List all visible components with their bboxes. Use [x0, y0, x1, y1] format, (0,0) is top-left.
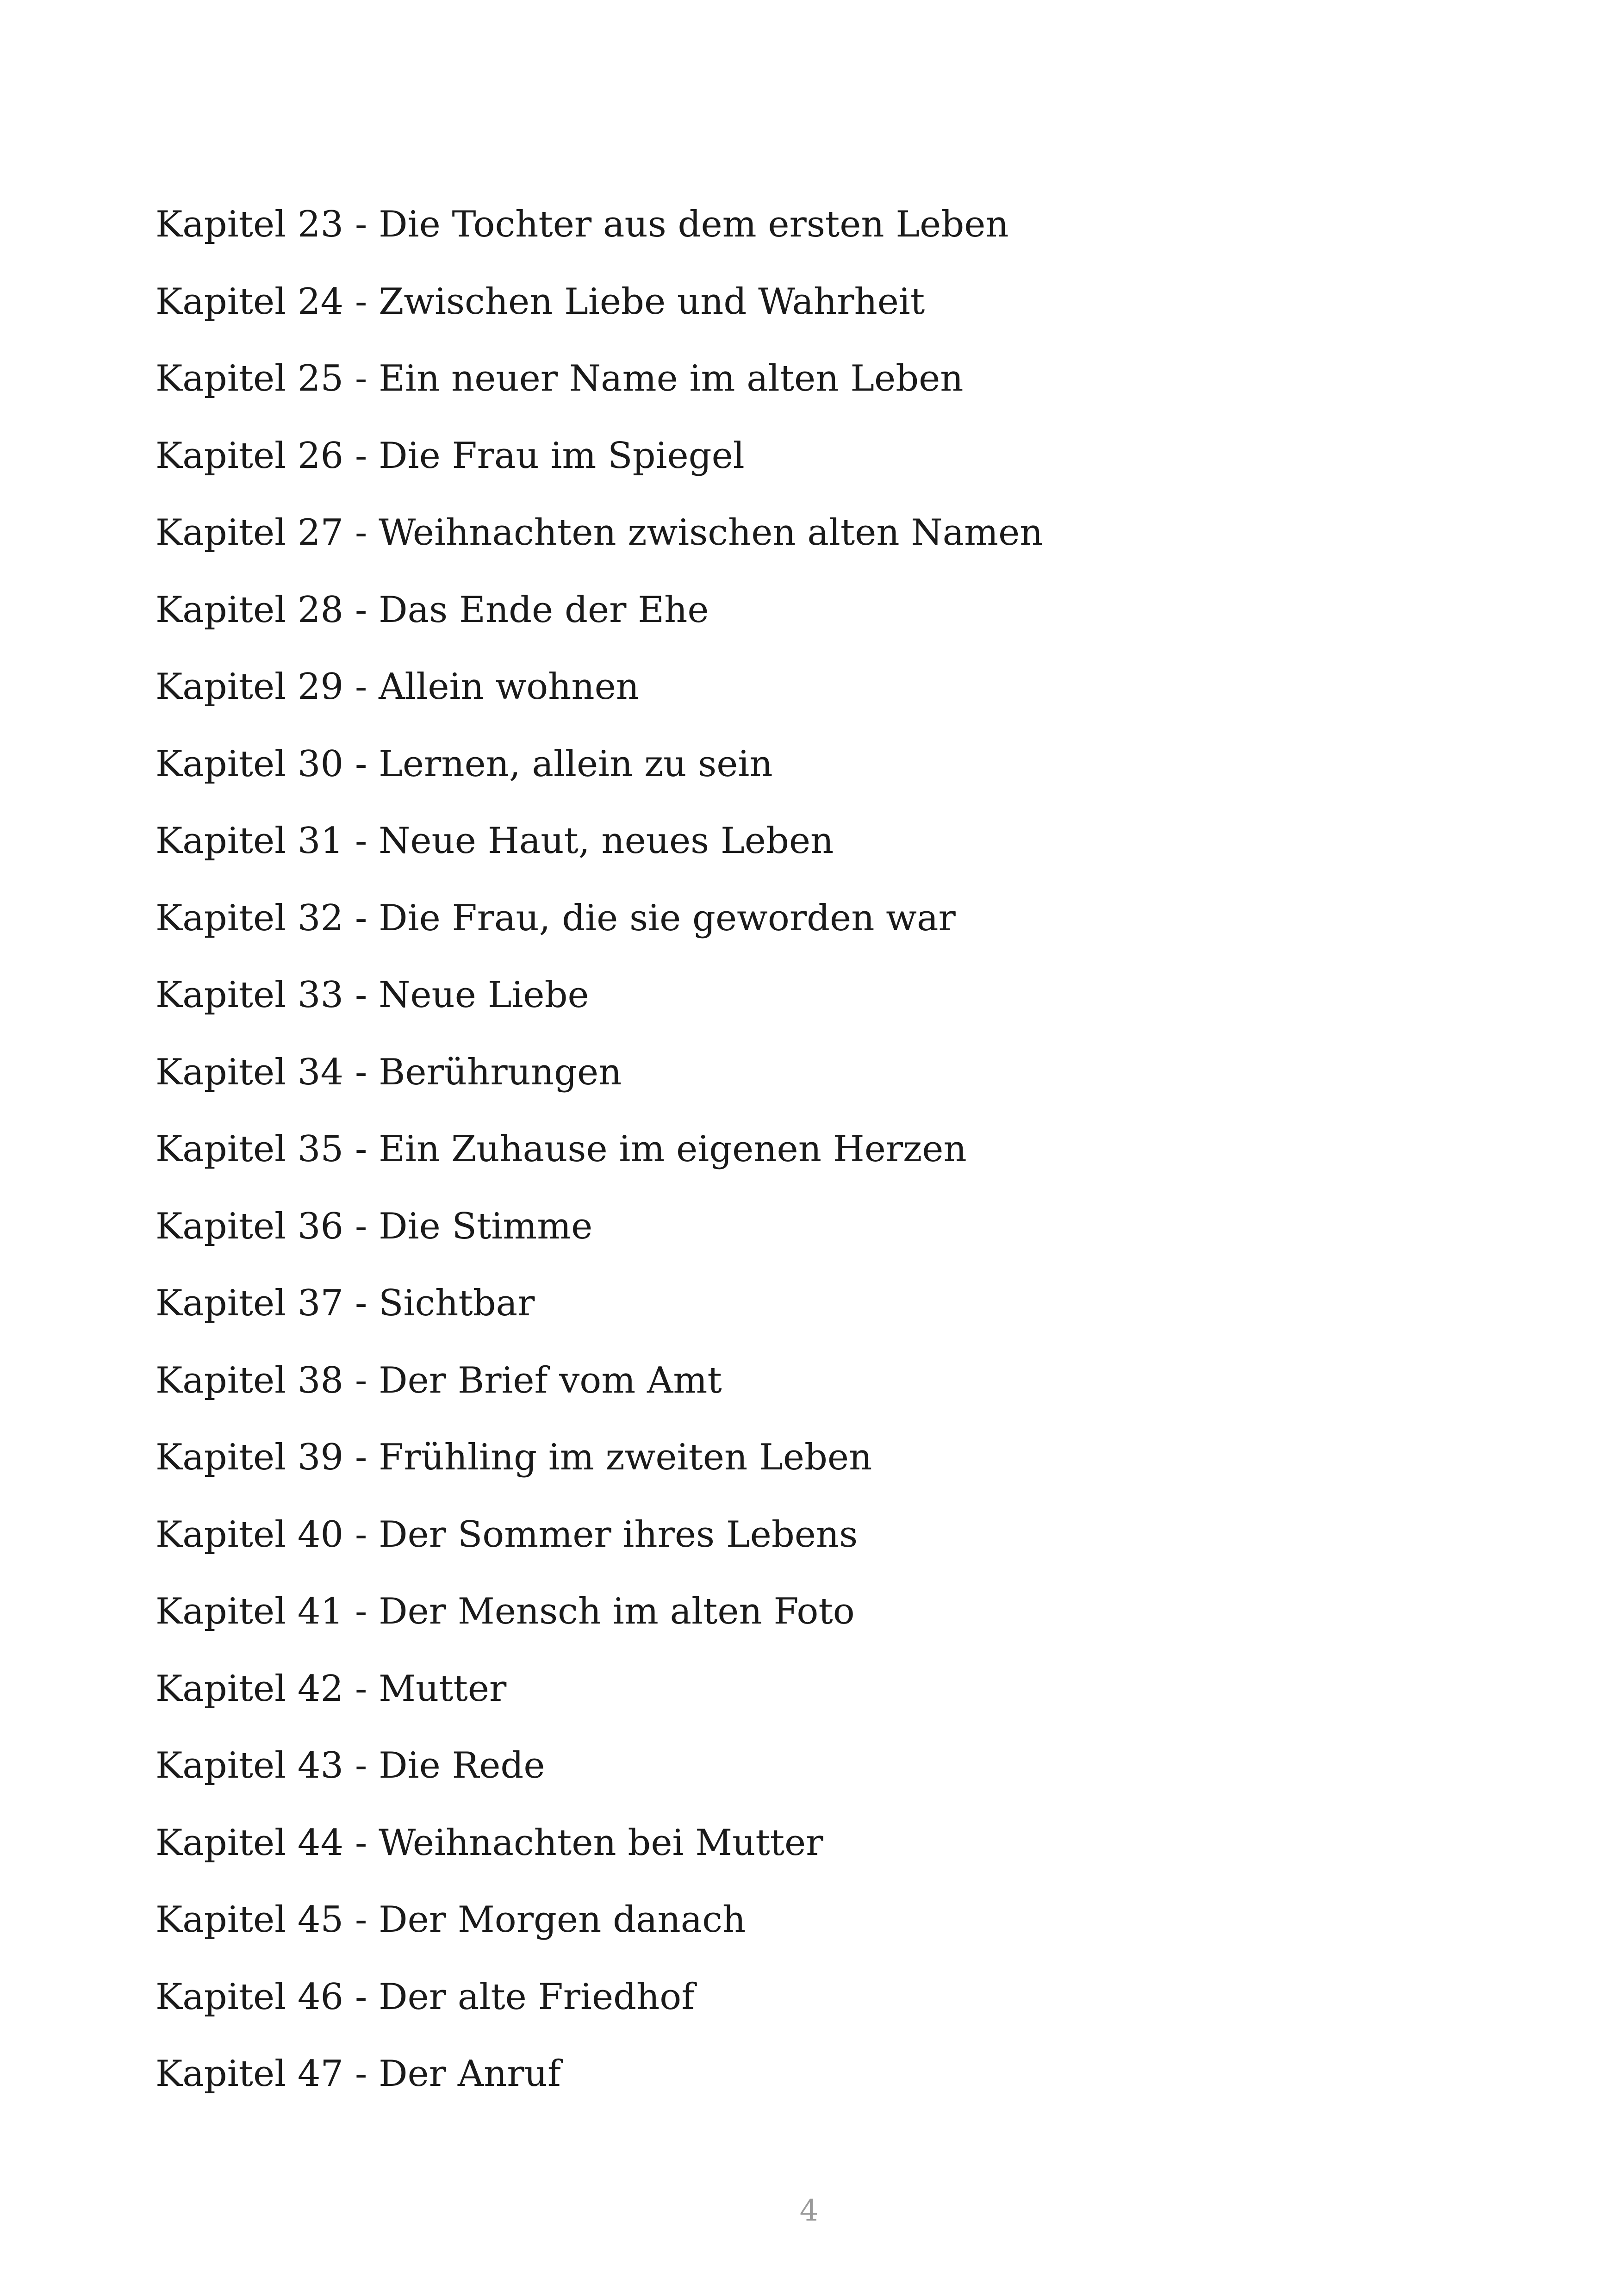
toc-entry-45: Kapitel 45 - Der Morgen danach: [156, 1899, 746, 1941]
toc-entry-39: Kapitel 39 - Frühling im zweiten Leben: [156, 1437, 872, 1478]
toc-entry-36: Kapitel 36 - Die Stimme: [156, 1205, 593, 1247]
toc-entry-33: Kapitel 33 - Neue Liebe: [156, 974, 589, 1016]
toc-entry-28: Kapitel 28 - Das Ende der Ehe: [156, 589, 709, 631]
toc-entry-35: Kapitel 35 - Ein Zuhause im eigenen Herzen: [156, 1128, 967, 1170]
toc-entry-37: Kapitel 37 - Sichtbar: [156, 1282, 535, 1324]
toc-entry-40: Kapitel 40 - Der Sommer ihres Lebens: [156, 1513, 858, 1556]
toc-entry-26: Kapitel 26 - Die Frau im Spiegel: [156, 435, 745, 477]
page-number: 4: [799, 2194, 819, 2228]
toc-entry-47: Kapitel 47 - Der Anruf: [156, 2053, 561, 2095]
toc-entry-42: Kapitel 42 - Mutter: [156, 1668, 507, 1710]
table-of-contents: [156, 194, 1043, 2121]
toc-entry-34: Kapitel 34 - Berührungen: [156, 1051, 622, 1093]
toc-entry-31: Kapitel 31 - Neue Haut, neues Leben: [156, 820, 834, 862]
toc-entry-25: Kapitel 25 - Ein neuer Name im alten Leben: [156, 358, 964, 399]
toc-entry-46: Kapitel 46 - Der alte Friedhof: [156, 1976, 695, 2018]
toc-entry-41: Kapitel 41 - Der Mensch im alten Foto: [156, 1591, 855, 1632]
toc-entry-32: Kapitel 32 - Die Frau, die sie geworden war: [156, 897, 956, 939]
toc-entry-29: Kapitel 29 - Allein wohnen: [156, 666, 640, 708]
toc-entry-43: Kapitel 43 - Die Rede: [156, 1745, 545, 1786]
toc-entry-44: Kapitel 44 - Weihnachten bei Mutter: [156, 1822, 823, 1864]
toc-entry-30: Kapitel 30 - Lernen, allein zu sein: [156, 743, 773, 785]
toc-entry-27: Kapitel 27 - Weihnachten zwischen alten Namen: [156, 512, 1043, 554]
toc-entry-23: Kapitel 23 - Die Tochter aus dem ersten Leben: [156, 204, 1009, 245]
toc-entry-24: Kapitel 24 - Zwischen Liebe und Wahrheit: [156, 280, 925, 323]
toc-entry-38: Kapitel 38 - Der Brief vom Amt: [156, 1359, 722, 1401]
